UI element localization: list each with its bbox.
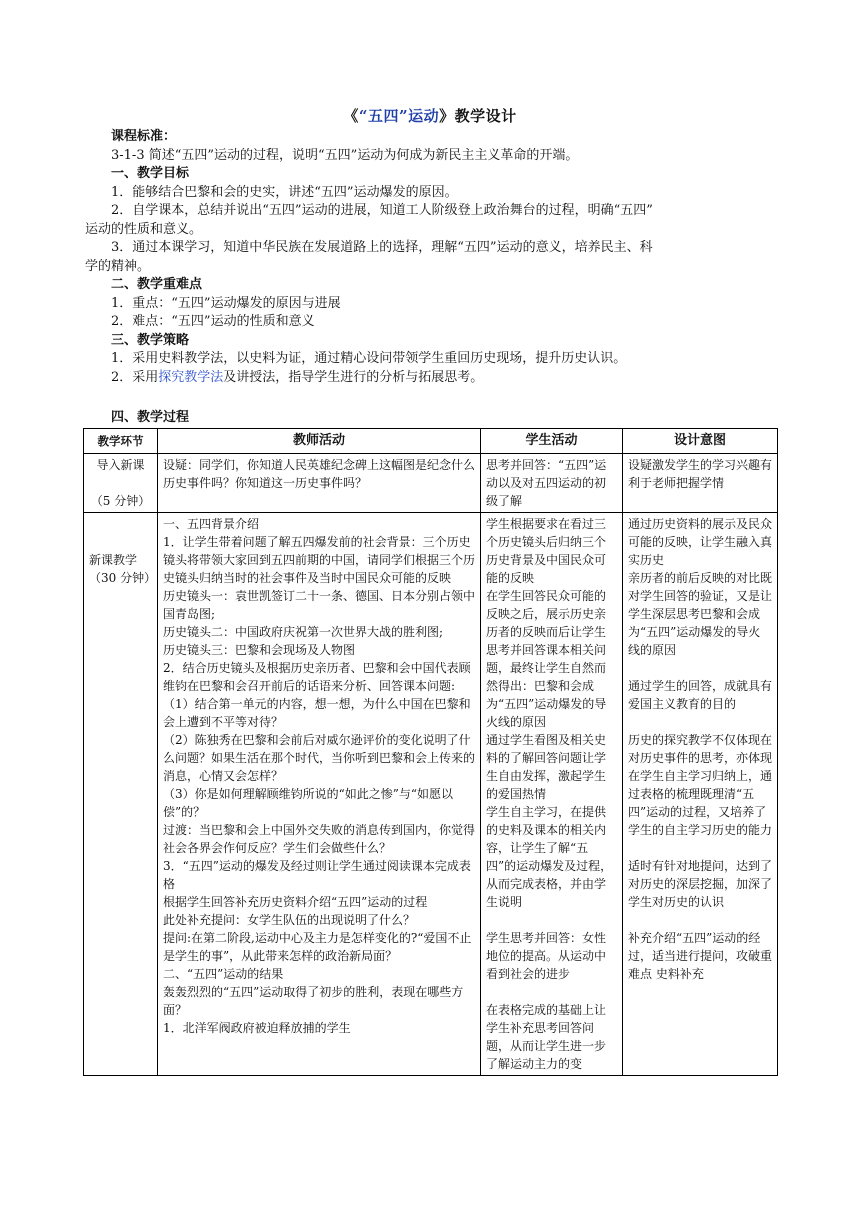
standard-text: 3-1-3 简述“五四”运动的过程，说明“五四”运动为何成为新民主主义革命的开端。 — [111, 147, 579, 163]
header-student: 学生活动 — [481, 429, 623, 454]
header-teacher: 教师活动 — [158, 429, 481, 454]
document-body — [85, 128, 775, 387]
goal-2a: 2．自学课本，总结并说出“五四”运动的进展，知道工人阶级登上政治舞台的过程，明确“五四” — [111, 203, 653, 218]
table-row — [84, 454, 778, 513]
keypoint-2: 2．难点：“五四”运动的性质和意义 — [111, 314, 315, 329]
section-process-heading — [85, 409, 775, 428]
section-strategy-title: 三、教学策略 — [111, 332, 190, 348]
section-keypoints-title: 二、教学重难点 — [111, 277, 203, 292]
header-intent: 设计意图 — [623, 429, 778, 454]
standard-label: 课程标准： — [111, 129, 177, 144]
table-row — [84, 513, 778, 1076]
keypoint-1: 1．重点：“五四”运动爆发的原因与进展 — [111, 295, 341, 311]
strategy-1: 1．采用史料教学法，以史料为证，通过精心设问带领学生重回历史现场，提升历史认识。 — [111, 351, 627, 366]
row2-intent: 通过历史资料的展示及民众可能的反映，让学生融入真实历史 亲历者的前后反映的对比既对学生回答的验证，又是让学生深层思考巴黎和会成为“五四”运动爆发的导火线的原因 通过学生的回答，成就具有爱国主义教育的目的 历史的探究教学不仅体现在对历史事件的思考，亦体现在学生自主学习归纳上，通过表格的梳理既理清“五四”运动的过程，又培养了学生的自主学习历史的能力 适时有针对地提问，达到了对历史的深层挖掘，加深了学生对历史的认识 补充介绍“五四”运动的经过，适当进行提问，攻破重难点 史料补充 — [623, 513, 778, 1076]
title-link[interactable]: “五四”运动 — [358, 107, 440, 125]
section-process-title: 四、教学过程 — [111, 410, 190, 425]
inquiry-method-link[interactable]: 探究教学法 — [158, 369, 224, 385]
row1-student: 思考并回答：“五四”运动以及对五四运动的初级了解 — [481, 454, 623, 513]
row1-intent: 设疑激发学生的学习兴趣有利于老师把握学情 — [623, 454, 778, 513]
section-goals-title: 一、教学目标 — [111, 166, 190, 181]
header-stage: 教学环节 — [84, 429, 158, 454]
row1-teacher: 设疑：同学们，你知道人民英雄纪念碑上这幅图是纪念什么历史事件吗？你知道这一历史事件吗？ — [158, 454, 481, 513]
row1-stage: 导入新课 （5 分钟） — [84, 454, 158, 513]
table-header-row — [84, 429, 778, 454]
document-title: 《“五四”运动》教学设计 — [343, 107, 517, 125]
goal-2b: 运动的性质和意义。 — [85, 221, 203, 237]
teaching-process-table — [83, 428, 778, 1076]
strategy-2: 2．采用探究教学法及讲授法，指导学生进行的分析与拓展思考。 — [111, 369, 484, 385]
goal-3b: 学的精神。 — [85, 258, 151, 274]
row2-stage: 新课教学（30 分钟） — [84, 513, 158, 1076]
goal-3a: 3．通过本课学习，知道中华民族在发展道路上的选择，理解“五四”运动的意义，培养民主、科 — [111, 240, 653, 255]
row2-teacher: 一、五四背景介绍 1．让学生带着问题了解五四爆发前的社会背景：三个历史镜头将带领大家回到五四前期的中国，请同学们根据三个历史镜头归纳当时的社会事件及当时中国民众可能的反映 历史镜头一：袁世凯签订二十一条、德国、日本分别占领中国青岛图; 历史镜头二：中国政府庆祝第一次世界大战的胜利图; 历史镜头三：巴黎和会现场及人物图 2．结合历史镜头及根据历史亲历者、巴黎和会中国代表顾维钧在巴黎和会召开前后的话语来分析、回答课本问题: （1）结合第一单元的内容，想一想，为什么中国在巴黎和会上遭到不平等对待？ （2）陈独秀在巴黎和会前后对威尔逊评价的变化说明了什么问题？如果生活在那个时代，当你听到巴黎和会上传来的消息，心情又会怎样？ （3）你是如何理解顾维钧所说的“如此之惨”与“如愿以偿”的？ 过渡：当巴黎和会上中国外交失败的消息传到国内，你觉得社会各界会作何反应？学生们会做些什么？ 3．“五四”运动的爆发及经过则让学生通过阅读课本完成表格 根据学生回答补充历史资料介绍“五四”运动的过程 此处补充提问：女学生队伍的出现说明了什么？ 提问:在第二阶段,运动中心及主力是怎样变化的?“爱国不止是学生的事”，从此带来怎样的政治新局面？ 二、“五四”运动的结果 轰轰烈烈的“五四”运动取得了初步的胜利，表现在哪些方面？ 1．北洋军阀政府被迫释放捕的学生 — [158, 513, 481, 1076]
goal-1: 1．能够结合巴黎和会的史实，讲述“五四”运动爆发的原因。 — [111, 184, 458, 200]
row2-student: 学生根据要求在看过三个历史镜头后归纳三个历史背景及中国民众可能的反映 在学生回答民众可能的反映之后，展示历史亲历者的反映而后让学生思考并回答课本相关问题，最终让学生自然而然得出：巴黎和会成为“五四”运动爆发的导火线的原因 通过学生看图及相关史料的了解回答问题让学生自由发挥，激起学生的爱国热情 学生自主学习，在提供的史料及课本的相关内容，让学生了解“五四”的运动爆发及过程，从而完成表格，并由学生说明 学生思考并回答：女性地位的提高。从运动中看到社会的进步 在表格完成的基础上让学生补充思考回答问题，从而让学生进一步了解运动主力的变 — [481, 513, 623, 1076]
